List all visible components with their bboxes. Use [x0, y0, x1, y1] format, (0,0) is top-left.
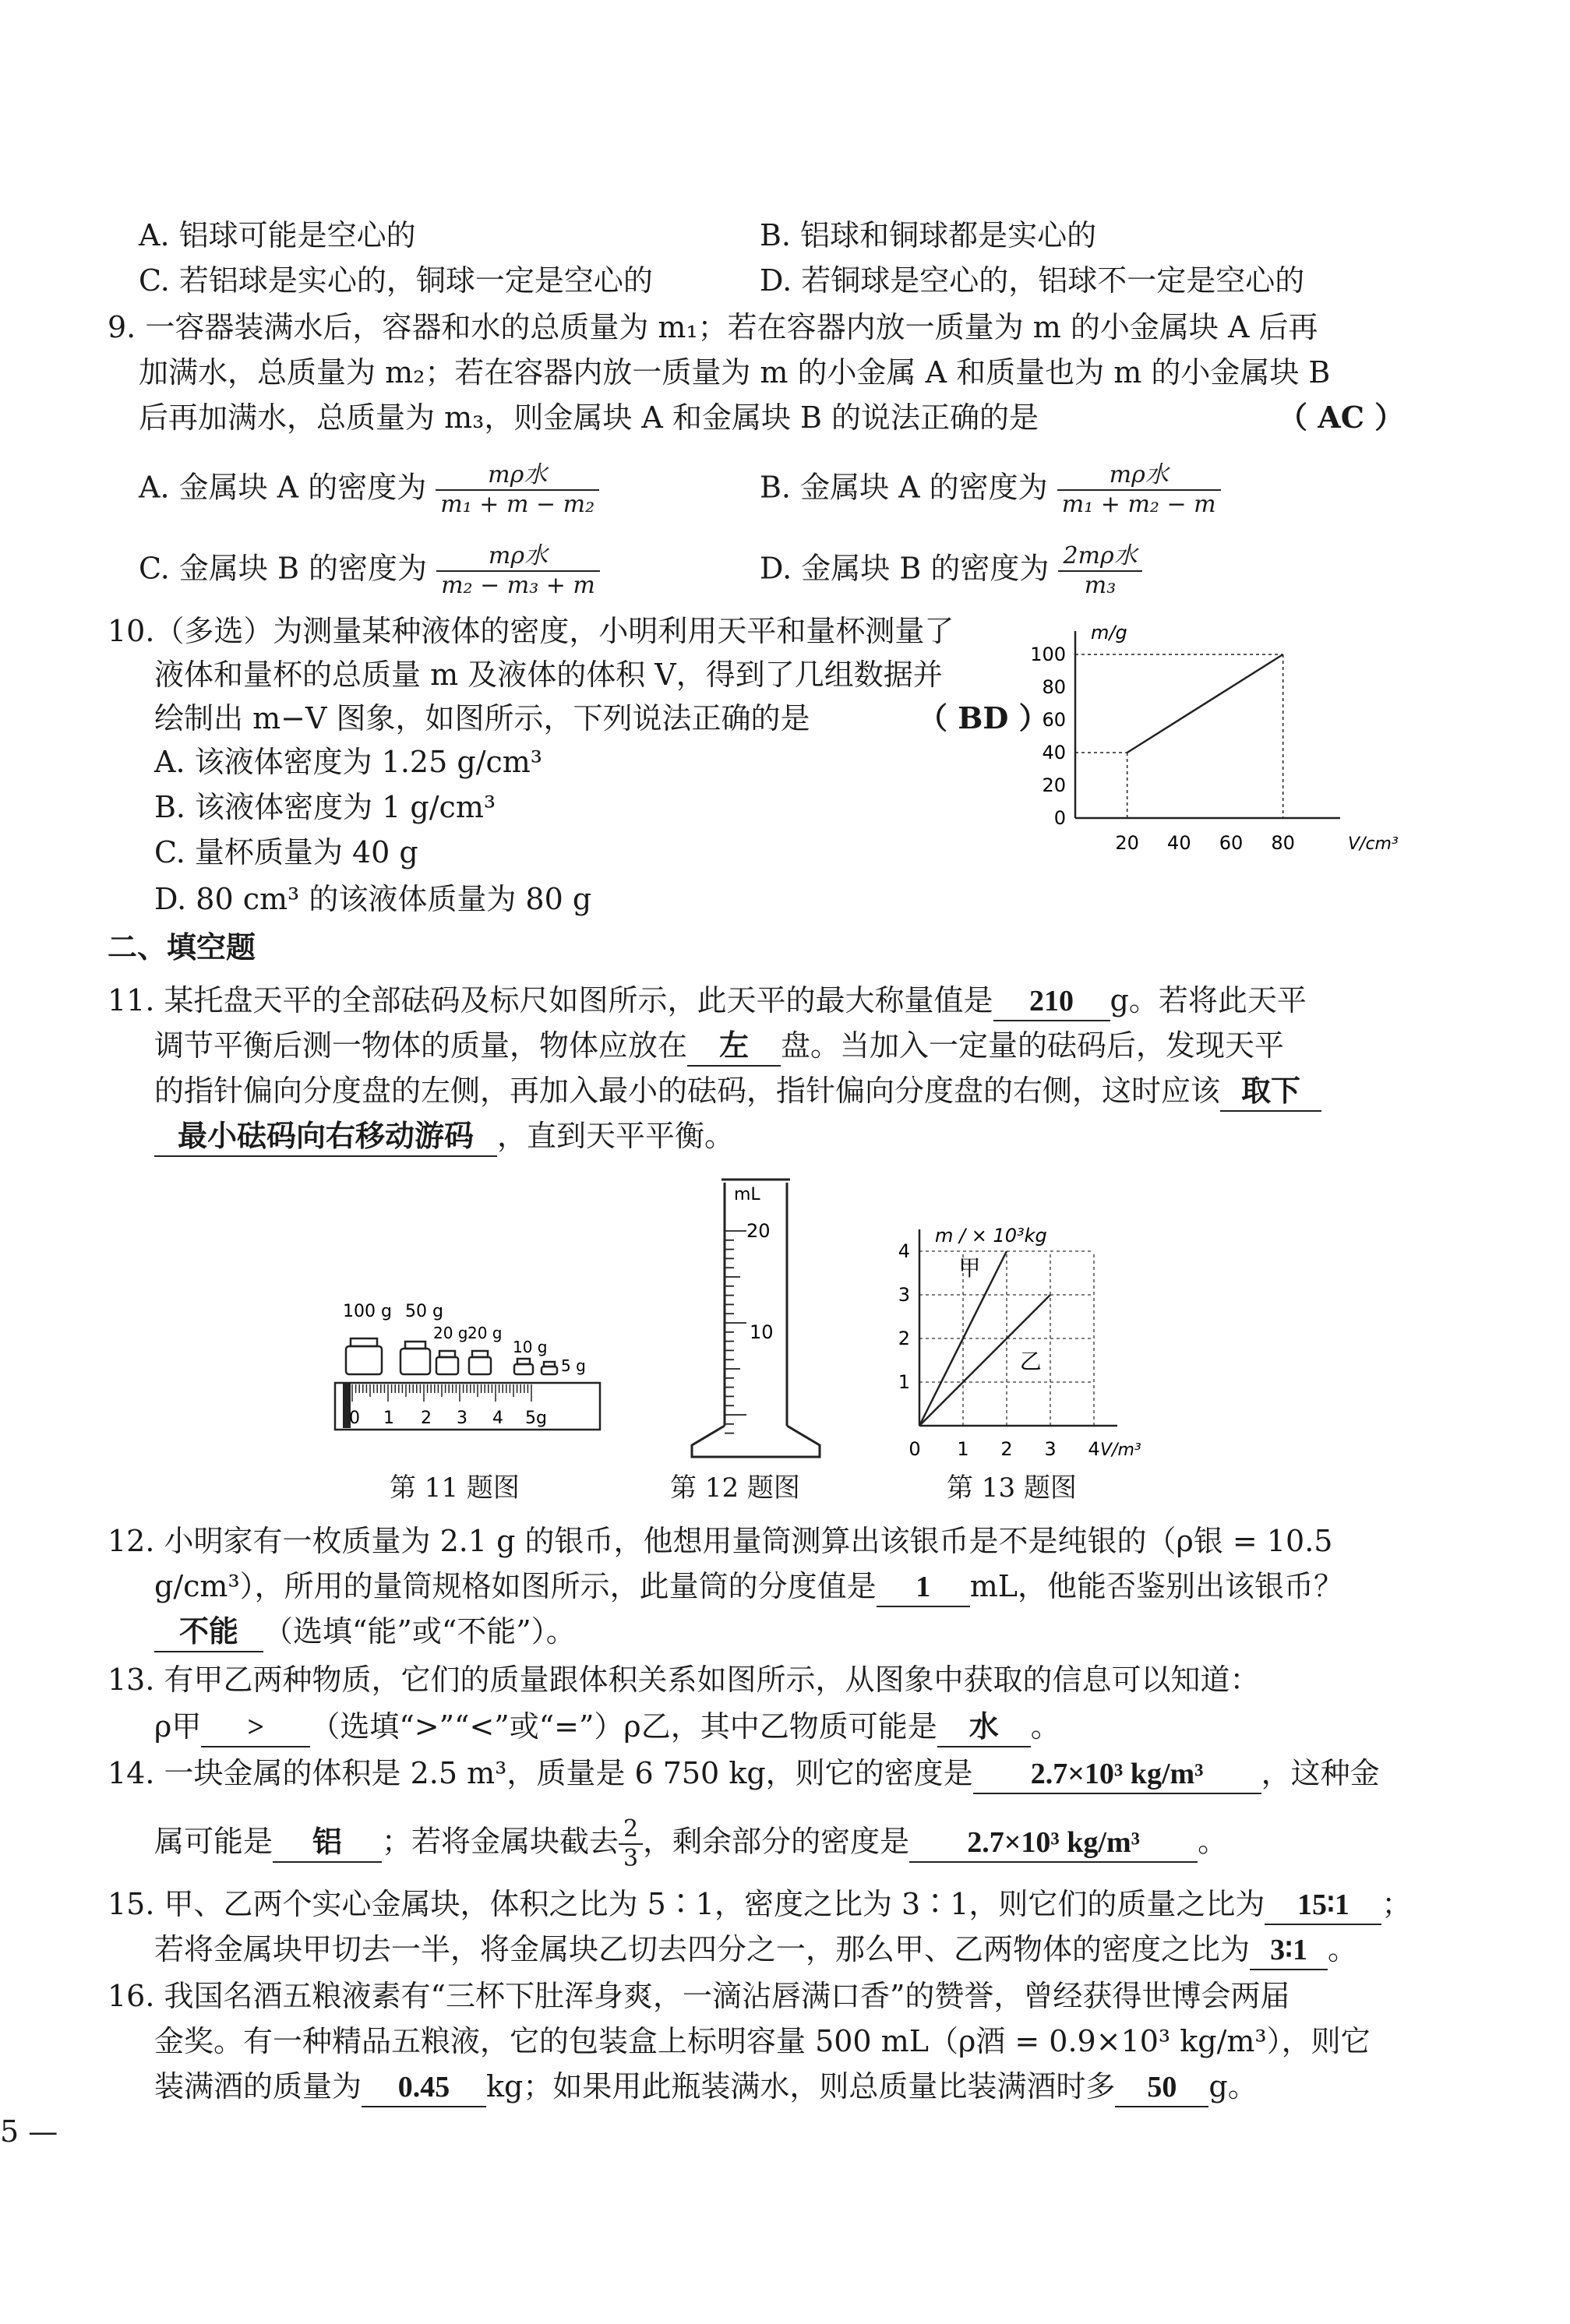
q11-line3: [154, 1072, 1321, 1112]
q11-answer-action-part1: 取下: [1220, 1073, 1321, 1112]
q12-text2: g/cm³），所用的量筒规格如图所示，此量筒的分度值是: [154, 1569, 877, 1603]
q10-option-b: B. 该液体密度为 1 g/cm³: [154, 790, 496, 824]
q14-answer-metal: 铝: [273, 1824, 382, 1863]
q11-text2: 调节平衡后测一物体的质量，物体应放在: [154, 1028, 688, 1063]
q16-line1: 16. 我国名酒五粮液素有“三杯下肚浑身爽，一滴沾唇满口香”的赞誉，曾经获得世博会两届: [108, 1979, 1290, 2013]
cylinder-unit: mL: [734, 1185, 760, 1204]
series-label-0: 甲: [958, 1254, 981, 1281]
q12-answer-can: 不能: [154, 1613, 263, 1652]
weight-10g-label: 10 g: [513, 1338, 548, 1356]
q9-option-c-fraction: [436, 542, 600, 600]
y-tick-label-2: 2: [898, 1328, 910, 1349]
q11-answer-action-part2: 最小砝码向右移动游码: [154, 1118, 497, 1157]
q11-text1b: g。若将此天平: [1110, 983, 1307, 1017]
section-title: 二、填空题: [108, 930, 256, 965]
q16-text3b: kg；如果用此瓶装满水，则总质量比装满酒时多: [486, 2069, 1116, 2104]
q10-line3: 绘制出 m−V 图象，如图所示，下列说法正确的是: [154, 701, 810, 735]
x-axis-label: V/m³: [1100, 1441, 1141, 1460]
q11-answer-max: 210: [993, 982, 1110, 1021]
q9-line3: 后再加满水，总质量为 m₃，则金属块 A 和金属块 B 的说法正确的是: [139, 400, 1039, 435]
x-tick-label-60: 60: [1219, 832, 1244, 854]
q9-option-b-num: mρ水: [1109, 461, 1169, 488]
q14-line2: [154, 1815, 1227, 1873]
y-tick-label-80: 80: [1042, 676, 1066, 698]
q9-option-b-fraction: [1057, 461, 1221, 519]
q12-line2: [154, 1568, 1343, 1607]
x-tick-label-20: 20: [1115, 832, 1139, 854]
q11-text1: 11. 某托盘天平的全部砝码及标尺如图所示，此天平的最大称量值是: [108, 983, 993, 1017]
q14-answer-remaining-density: 2.7×10³ kg/m³: [909, 1824, 1198, 1863]
q14-fraction-num: 2: [623, 1815, 639, 1843]
y-tick-label-1: 1: [898, 1371, 910, 1393]
scale-label-2: 2: [421, 1409, 432, 1428]
scale-label-3: 3: [457, 1409, 467, 1428]
x-tick-label-2: 2: [1000, 1438, 1013, 1460]
q9-option-d-text: D. 金属块 B 的密度为: [760, 551, 1050, 586]
q9-option-b-den: m₁ + m₂ − m: [1057, 489, 1221, 519]
q12-text2b: mL，他能否鉴别出该银币？: [969, 1569, 1343, 1603]
q16-line2: 金奖。有一种精品五粮液，它的包装盒上标明容量 500 mL（ρ酒 = 0.9×10³ kg/m³），则它: [154, 2024, 1371, 2058]
q11-text2b: 盘。当加入一定量的砝码后，发现天平: [781, 1028, 1285, 1063]
q9-option-b: [760, 461, 1221, 519]
q8-option-a: A. 铝球可能是空心的: [139, 218, 416, 252]
q9-option-c-num: mρ水: [488, 542, 549, 570]
q14-text1b: ，这种金: [1261, 1756, 1380, 1790]
cylinder-ticks: [725, 1231, 746, 1434]
q15-text1: 15. 甲、乙两个实心金属块，体积之比为 5∶1，密度之比为 3∶1，则它们的质量之比为: [108, 1887, 1265, 1921]
q13-answer-compare: >: [201, 1709, 310, 1747]
scale-label-1: 1: [383, 1409, 394, 1428]
x-tick-label-80: 80: [1271, 832, 1295, 854]
y-tick-label-20: 20: [1042, 774, 1066, 796]
scale-ticks: [352, 1384, 531, 1402]
q15-line1: [108, 1885, 1411, 1925]
fig13-mv-chart: [880, 1215, 1177, 1465]
q15-answer-density-ratio: 3∶1: [1250, 1931, 1328, 1970]
q9-option-c: [139, 542, 600, 600]
q14-fraction-den: 3: [619, 1843, 643, 1873]
fig11-caption: 第 11 题图: [390, 1472, 520, 1504]
fig13-caption: 第 13 题图: [947, 1472, 1077, 1504]
q9-option-d-den: m₃: [1058, 570, 1141, 600]
q13-text2: （选填“>”“<”或“=”）ρ乙，其中乙物质可能是: [310, 1709, 937, 1744]
x-tick-label-1: 1: [957, 1438, 969, 1460]
q11-text3: 的指针偏向分度盘的左侧，再加入最小的砝码，指针偏向分度盘的右侧，这时应该: [154, 1074, 1221, 1108]
q16-line3: [154, 2068, 1258, 2107]
q14-text2: 属可能是: [154, 1824, 273, 1859]
weight-20g-label-b: 20 g: [467, 1324, 503, 1342]
q9-line2: 加满水，总质量为 m₂；若在容器内放一质量为 m 的小金属 A 和质量也为 m 的小金属块 B: [139, 355, 1331, 390]
q9-line1: 9. 一容器装满水后，容器和水的总质量为 m₁；若在容器内放一质量为 m 的小金属块 A 后再: [108, 310, 1318, 344]
cylinder-tick-20: 20: [746, 1220, 771, 1242]
q9-option-d: [760, 542, 1142, 600]
q11-line4: [154, 1117, 734, 1157]
q15-text1b: ；: [1381, 1887, 1412, 1921]
scale-label-5g: 5g: [525, 1409, 547, 1428]
y-tick-label-40: 40: [1042, 742, 1066, 763]
q9-option-a-den: m₁ + m − m₂: [436, 489, 599, 519]
q10-option-a: A. 该液体密度为 1.25 g/cm³: [154, 745, 543, 779]
q13-rho-a: ρ甲: [154, 1709, 202, 1744]
q11-line1: [108, 982, 1307, 1021]
q11-answer-pan: 左: [687, 1028, 781, 1067]
q12-line1: 12. 小明家有一枚质量为 2.1 g 的银币，他想用量筒测算出该银币是不是纯银的（ρ银 = 10.5: [108, 1524, 1333, 1558]
q16-answer-wine-mass: 0.45: [362, 2068, 486, 2107]
y-tick-label-60: 60: [1042, 709, 1066, 731]
y-tick-label-3: 3: [898, 1284, 910, 1306]
weight-50g-label: 50 g: [405, 1302, 443, 1321]
q9-option-c-text: C. 金属块 B 的密度为: [139, 551, 427, 586]
q14-text1: 14. 一块金属的体积是 2.5 m³，质量是 6 750 kg，则它的密度是: [108, 1756, 973, 1790]
y-tick-label-100: 100: [1030, 644, 1066, 665]
q13-text2c: 。: [1030, 1709, 1060, 1744]
q14-text2b: ；若将金属块截去: [382, 1824, 619, 1859]
series-label-1: 乙: [1019, 1349, 1042, 1375]
q10-line1: 10.（多选）为测量某种液体的密度，小明利用天平和量杯测量了: [108, 614, 954, 648]
scale-label-4: 4: [492, 1409, 503, 1428]
q10-option-d: D. 80 cm³ 的该液体质量为 80 g: [154, 882, 592, 916]
y-axis-label: m/g: [1091, 622, 1127, 644]
q8-option-c: C. 若铝球是实心的，铜球一定是空心的: [139, 263, 653, 298]
q14-text2d: 。: [1198, 1824, 1228, 1859]
q9-option-a: [139, 461, 599, 519]
fig11-weights-and-scale: [327, 1293, 608, 1449]
fig12-measuring-cylinder: [686, 1169, 826, 1465]
q13-answer-substance: 水: [937, 1709, 1031, 1747]
q15-answer-mass-ratio: 15∶1: [1265, 1886, 1381, 1925]
x-axis-label: V/cm³: [1348, 834, 1399, 854]
q13-line1: 13. 有甲乙两种物质，它们的质量跟体积关系如图所示，从图象中获取的信息可以知道：: [108, 1663, 1260, 1697]
x-tick-label-3: 3: [1044, 1438, 1057, 1460]
x-tick-label-40: 40: [1167, 832, 1191, 854]
q14-line1: [108, 1754, 1380, 1794]
q9-option-d-fraction: [1058, 542, 1141, 600]
cylinder-tick-10: 10: [750, 1321, 774, 1343]
q11-text4: ，直到天平平衡。: [497, 1119, 735, 1153]
q12-line3: [154, 1613, 576, 1652]
q9-option-a-num: mρ水: [488, 461, 548, 488]
q12-text3: （选填“能”或“不能”）。: [263, 1614, 576, 1649]
q15-text2: 若将金属块甲切去一半，将金属块乙切去四分之一，那么甲、乙两物体的密度之比为: [154, 1932, 1251, 1966]
y-tick-label-0: 0: [1053, 807, 1066, 829]
page-number: 5 —: [0, 2114, 58, 2149]
q9-answer: （ AC ）: [1278, 400, 1405, 435]
q8-option-d: D. 若铜球是空心的，铝球不一定是空心的: [760, 263, 1305, 298]
x-tick-label-0: 0: [908, 1438, 921, 1460]
q13-line2: [154, 1708, 1060, 1747]
q14-text2c: ，剩余部分的密度是: [643, 1824, 910, 1859]
q11-line2: [154, 1027, 1284, 1067]
q14-answer-density: 2.7×10³ kg/m³: [973, 1755, 1261, 1794]
q15-line2: [154, 1931, 1357, 1970]
q8-option-b: B. 铝球和铜球都是实心的: [760, 218, 1097, 252]
q9-option-b-text: B. 金属块 A 的密度为: [760, 470, 1048, 505]
scale-bar: [335, 1383, 600, 1430]
x-tick-label-4: 4: [1088, 1438, 1100, 1460]
q16-text3: 装满酒的质量为: [154, 2069, 362, 2104]
y-tick-label-4: 4: [898, 1240, 910, 1262]
q9-option-a-fraction: [436, 461, 599, 519]
q16-text3c: g。: [1208, 2069, 1258, 2104]
q16-answer-difference: 50: [1115, 2068, 1208, 2107]
y-axis-label: m / × 10³kg: [935, 1225, 1047, 1247]
q9-option-d-num: 2mρ水: [1063, 542, 1138, 570]
q9-option-a-text: A. 金属块 A 的密度为: [139, 470, 427, 505]
q10-mv-chart: [1013, 615, 1399, 865]
q15-text2b: 。: [1328, 1932, 1358, 1966]
weight-100g-label: 100 g: [343, 1302, 392, 1321]
fig12-caption: 第 12 题图: [670, 1472, 800, 1504]
q12-answer-division: 1: [877, 1568, 970, 1607]
weight-5g-label: 5 g: [561, 1356, 586, 1375]
scale-label-0: 0: [349, 1409, 360, 1428]
q9-option-c-den: m₂ − m₃ + m: [436, 570, 600, 600]
q14-fraction: [619, 1815, 643, 1873]
weight-20g-label-a: 20 g: [433, 1324, 468, 1342]
scale-labels: [349, 1409, 547, 1428]
series-line: [1127, 654, 1283, 753]
q10-answer: （ BD ）: [918, 700, 1049, 735]
q10-line2: 液体和量杯的总质量 m 及液体的体积 V，得到了几组数据并: [154, 658, 943, 692]
q10-option-c: C. 量杯质量为 40 g: [154, 835, 418, 869]
